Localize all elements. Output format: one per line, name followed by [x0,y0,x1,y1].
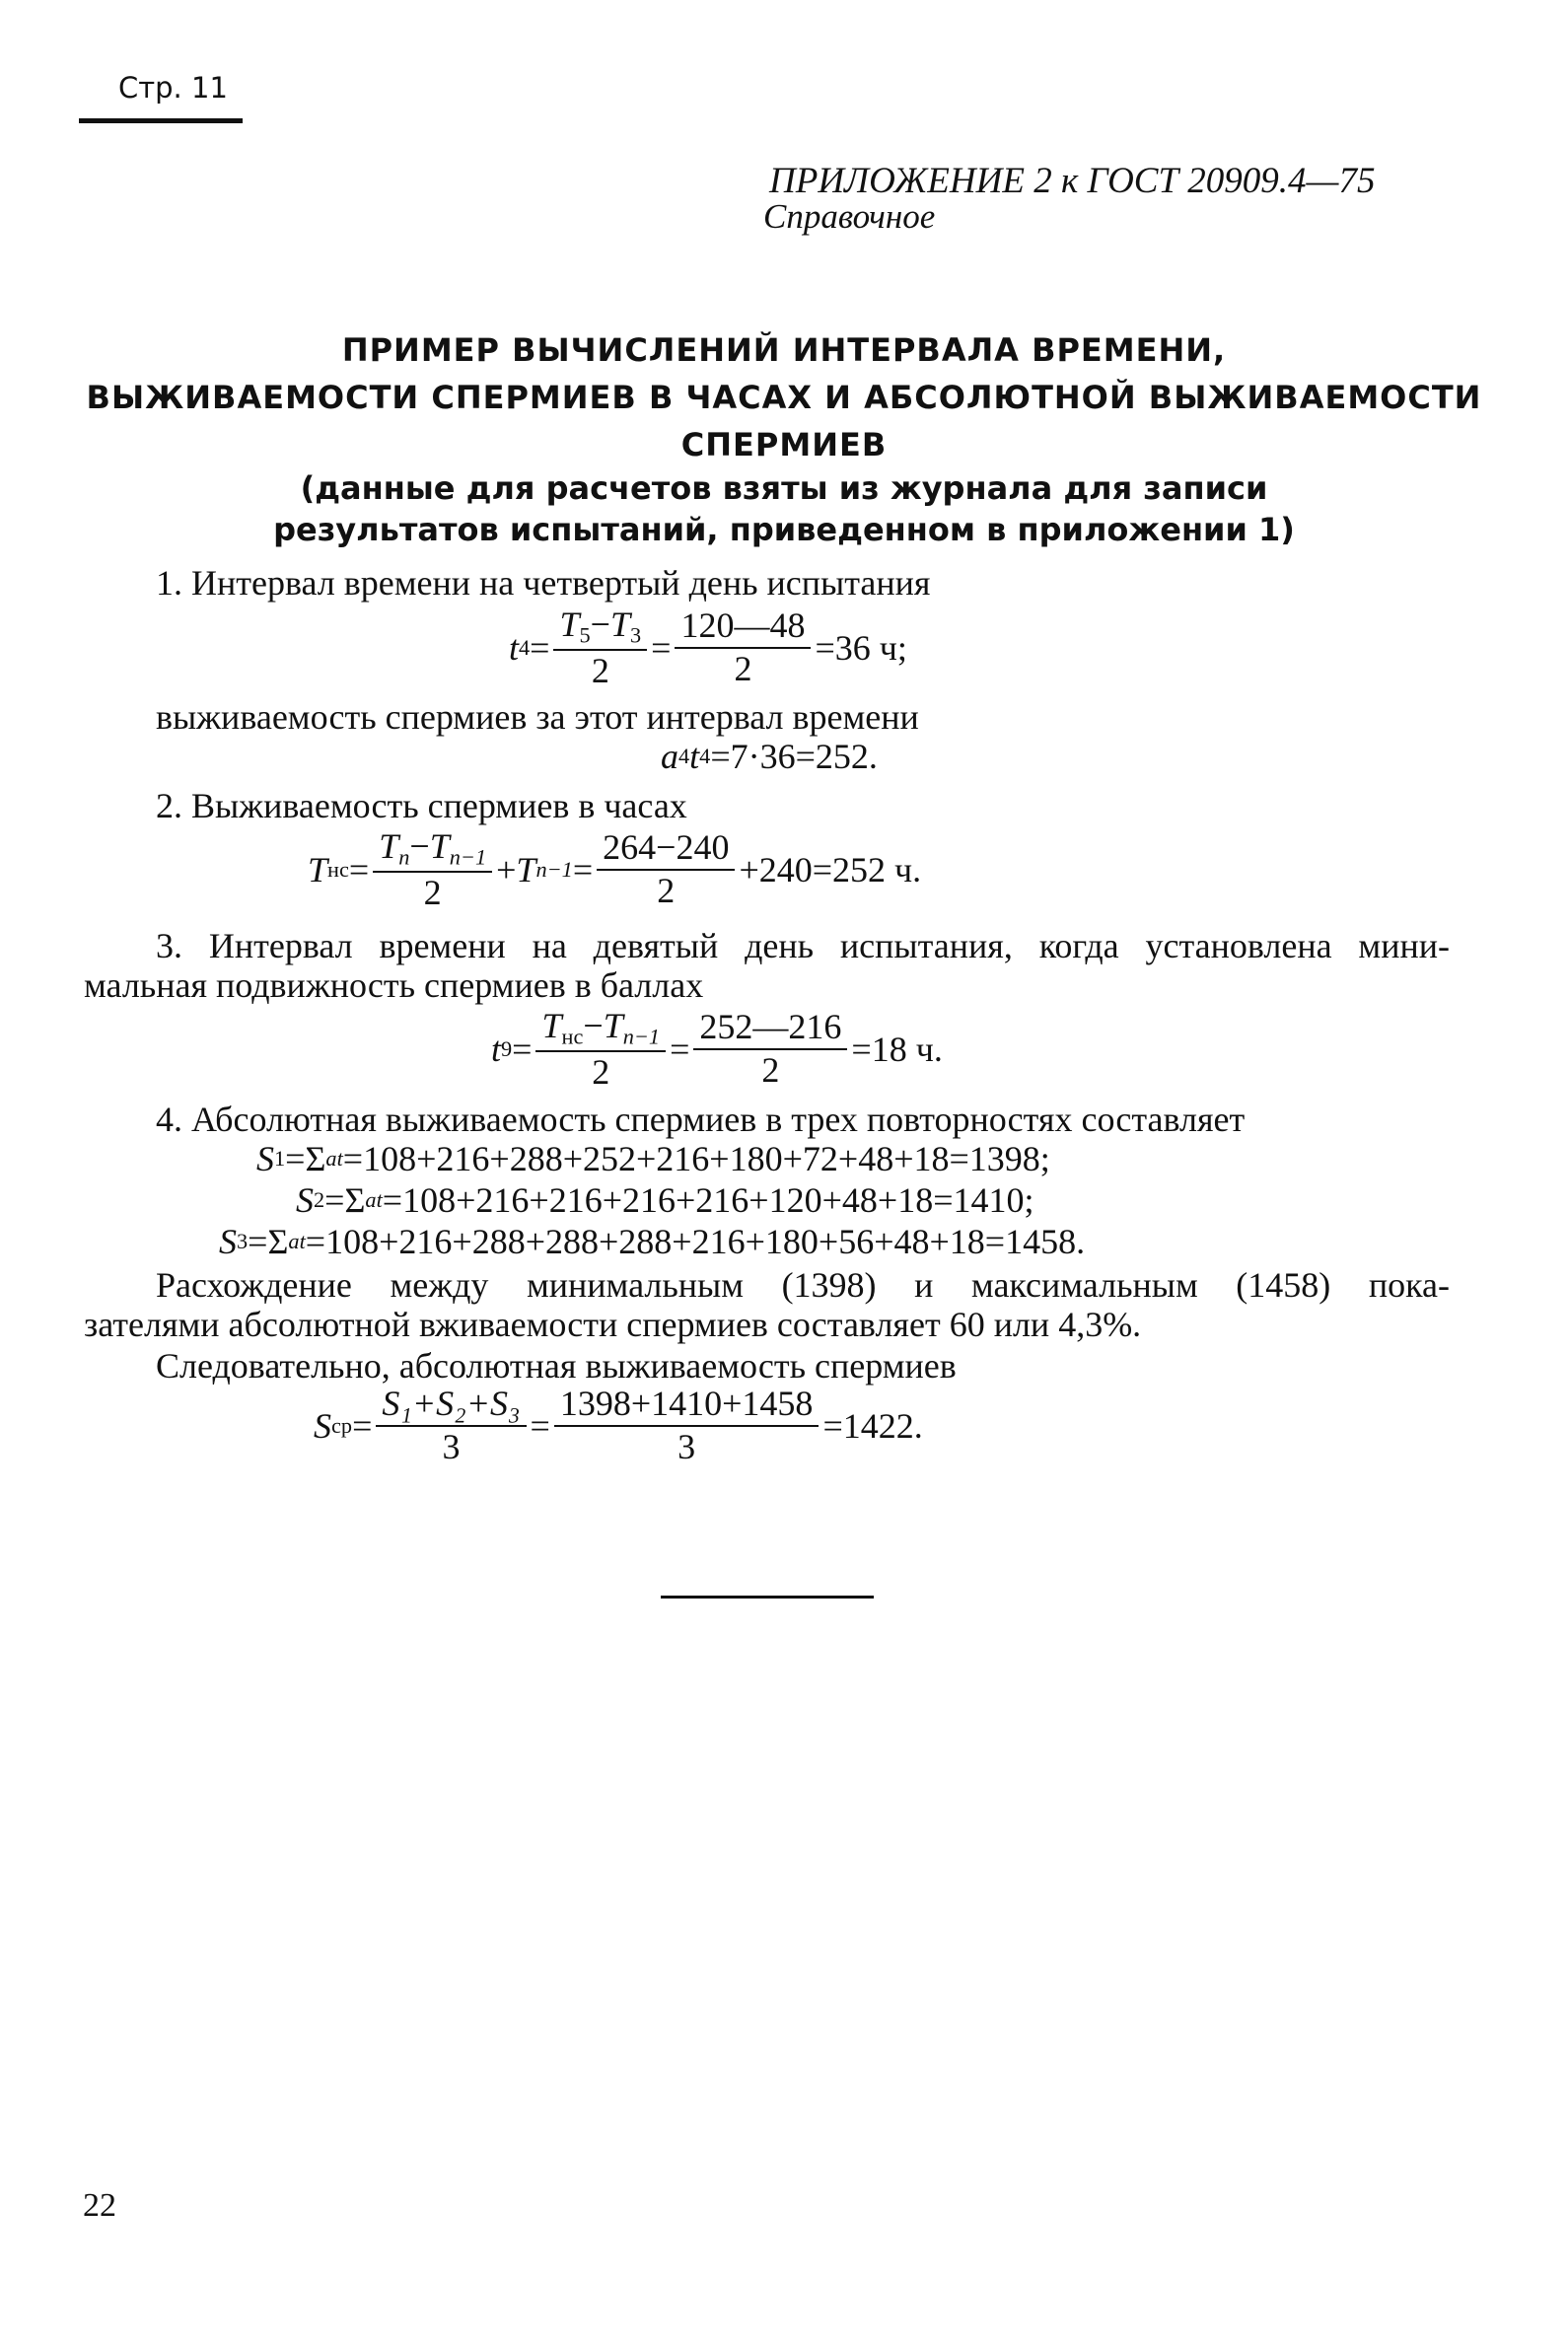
page-label-underline [79,118,243,123]
s3-equation: S 3 =Σ at =108+216+288+288+288+216+180+56+48+18=1458. [219,1222,1086,1261]
fraction: $\frac{264-240}{2}$ [597,829,735,910]
title-note-line-2: результатов испытаний, приведенном в приложении 1) [273,511,1295,548]
section-3-line-1: 3. Интервал времени на девятый день испытания, когда установлена мини- [156,926,1450,965]
title-note-line-1: (данные для расчетов взяты из журнала для записи [300,469,1268,507]
fraction: $\frac{T_{нс}-T_{n-1}}{2}$ [535,1008,666,1092]
section-2-heading: 2. Выживаемость спермиев в часах [156,786,687,825]
section-1-text: выживаемость спермиев за этот интервал времени [156,697,919,737]
title-line-2: ВЫЖИВАЕМОСТИ СПЕРМИЕВ В ЧАСАХ И АБСОЛЮТНОЙ ВЫЖИВАЕМОСТИ [86,379,1482,416]
appendix-type: Справочное [763,197,936,236]
section-3-equation: t 9 = $\frac{T_{нс}-T_{n-1}}{2}$ = $\frac{252—216}{2}$ =18 ч. [491,1005,943,1092]
fraction: $\frac{120—48}{2}$ [675,607,811,688]
section-2-equation: T нс = $\frac{T_n-T_{n-1}}{2}$ + T n−1 = $\frac{264-240}{2}$ +240=252 ч. [308,825,922,912]
fraction: $\frac{T_5-T_3}{2}$ [553,606,647,690]
title-line-3: СПЕРМИЕВ [680,426,888,463]
section-1-survival-equation: a 4 t 4 =7·36=252. [661,737,878,776]
title-line-1: ПРИМЕР ВЫЧИСЛЕНИЙ ИНТЕРВАЛА ВРЕМЕНИ, [341,331,1227,369]
fraction: $\frac{252—216}{2}$ [693,1009,847,1090]
fraction: $\frac{T_n-T_{n-1}}{2}$ [373,828,492,912]
discrepancy-line-1: Расхождение между минимальным (1398) и максимальным (1458) пока- [156,1265,1450,1305]
appendix-title: ПРИЛОЖЕНИЕ 2 к ГОСТ 20909.4—75 [769,161,1376,201]
end-divider [661,1596,874,1599]
discrepancy-line-2: зателями абсолютной вживаемости спермиев составляет 60 или 4,3%. [84,1305,1142,1344]
section-1-heading: 1. Интервал времени на четвертый день испытания [156,563,931,603]
s1-equation: S 1 =Σ at =108+216+288+252+216+180+72+48+18=1398; [256,1139,1050,1178]
fraction: $\frac{\text{S₁+S₂+S₃}}{3}$ [376,1386,526,1466]
page-label: Стр. 11 [118,71,228,105]
fraction: $\frac{1398+1410+1458}{3}$ [554,1386,820,1466]
section-3-line-2: мальная подвижность спермиев в баллах [84,965,704,1005]
section-1-equation: t 4 = $\frac{T_5-T_3}{2}$ = $\frac{120—48}{2}$ =36 ч; [509,604,907,690]
conclusion-text: Следовательно, абсолютная выживаемость спермиев [156,1346,957,1386]
s2-equation: S 2 =Σ at =108+216+216+216+216+120+48+18=1410; [296,1180,1034,1220]
average-equation: S ср = $\frac{\text{S₁+S₂+S₃}}{3}$ = $\frac{1398+1410+1458}{3}$ =1422. [314,1384,923,1466]
page-number: 22 [83,2187,116,2224]
section-4-heading: 4. Абсолютная выживаемость спермиев в трех повторностях составляет [156,1100,1246,1139]
